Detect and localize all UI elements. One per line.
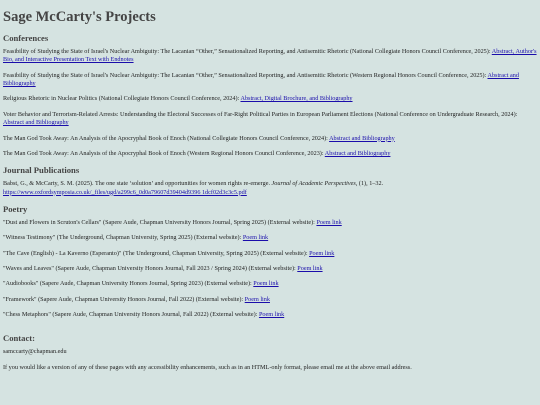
conference-link[interactable]: Abstract and Bibliography bbox=[3, 119, 69, 127]
poem-link[interactable]: Poem link bbox=[253, 280, 279, 288]
conferences-heading: Conferences bbox=[3, 33, 49, 43]
journal-citation bbox=[3, 180, 537, 197]
poem-item bbox=[3, 296, 537, 304]
poem-link[interactable]: Poem link bbox=[297, 265, 323, 273]
journal-heading: Journal Publications bbox=[3, 165, 80, 176]
conference-item bbox=[3, 111, 537, 128]
journal-name: Journal of Academic Perspectives bbox=[271, 180, 356, 188]
poem-text: "The Cave (English) - La Kaverno (Esperanto)" (The Underground, Chapman University, Spring 2025) (External website): bbox=[3, 249, 310, 257]
contact-heading: Contact: bbox=[3, 333, 35, 344]
poetry-list bbox=[3, 219, 537, 320]
conference-item bbox=[3, 48, 537, 65]
poem-item bbox=[3, 311, 537, 319]
poem-item bbox=[3, 250, 537, 258]
conference-text: Voter Behavior and Terrorism-Related Arrests: Understanding the Electoral Successes of Far-Right Political Parties in European Parliament Elections (National Conference on Undergraduate Research, 2024): bbox=[3, 110, 518, 118]
poem-text: "Waves and Leaves" (Sapere Aude, Chapman University Honors Journal, Fall 2023 / Spring 2024) (External website): bbox=[3, 265, 298, 273]
conference-link[interactable]: Abstract and Bibliography bbox=[3, 71, 519, 88]
poem-item bbox=[3, 219, 537, 227]
poem-text: "Witness Testimony" (The Underground, Chapman University, Spring 2025) (External website): bbox=[3, 234, 243, 242]
journal-url-link[interactable]: https://www.oxfordsymposia.co.uk/_files/ugd/a299c6_0d0a79607d39404d9396 1dcf02d3c3c5.pdf bbox=[3, 188, 247, 196]
conference-link[interactable]: Abstract, Digital Brochure, and Bibliography bbox=[240, 95, 353, 103]
conference-item bbox=[3, 135, 537, 143]
citation-issue: , (1), 1–32. bbox=[355, 180, 384, 188]
poem-link[interactable]: Poem link bbox=[258, 311, 285, 319]
conference-text: Feasibility of Studying the State of Israel's Nuclear Ambiguity: The Lacanian “Other,” Sensationalized Reporting, and Antisemitic Rhetoric (Western Regional Honors Council Conference, 2025): bbox=[3, 71, 488, 79]
conference-item bbox=[3, 72, 537, 89]
conference-item bbox=[3, 95, 537, 103]
poem-link[interactable]: Poem link bbox=[242, 234, 269, 242]
poem-item bbox=[3, 265, 537, 273]
poem-text: "Framework" (Sapere Aude, Chapman University Honors Journal, Fall 2022) (External website): bbox=[3, 295, 245, 303]
poem-text: "Dust and Flowers in Scruton's Cellars" (Sapere Aude, Chapman University Honors Journal, Spring 2025) (External website): bbox=[3, 218, 317, 226]
conference-text: The Man God Took Away: An Analysis of the Apocryphal Book of Enoch (Western Regional Honors Council Conference, 2023): bbox=[3, 149, 325, 157]
poem-link[interactable]: Poem link bbox=[316, 218, 342, 226]
poem-item bbox=[3, 234, 537, 242]
poetry-heading: Poetry bbox=[3, 203, 28, 214]
page-title: Sage McCarty's Projects bbox=[3, 9, 156, 25]
accessibility-note: If you would like a version of any of these pages with any accessibility enhancements, such as in an HTML-only format, please email me at the above email address. bbox=[3, 363, 412, 371]
conference-text: The Man God Took Away: An Analysis of the Apocryphal Book of Enoch (National Collegiate Honors Council Conference, 2024): bbox=[3, 134, 330, 142]
conference-text: Feasibility of Studying the State of Israel's Nuclear Ambiguity: The Lacanian “Other,” Sensationalized Reporting, and Antisemitic Rhetoric (National Collegiate Honors Council Conference, 2025): bbox=[3, 48, 492, 55]
poem-item bbox=[3, 280, 537, 288]
poem-text: "Chess Metaphors" (Sapere Aude, Chapman University Honors Journal, Fall 2022) (External website): bbox=[3, 311, 259, 319]
conference-item bbox=[3, 150, 537, 158]
citation-authors: Babst, G., & McCarty, S. M. (2025). The one state ‘solution’ and opportunities for women rights re-emerge. bbox=[3, 180, 272, 188]
contact-email: samccarty@chapman.edu bbox=[3, 348, 67, 356]
poem-link[interactable]: Poem link bbox=[244, 295, 270, 303]
conferences-list bbox=[3, 48, 537, 158]
conference-link[interactable]: Abstract and Bibliography bbox=[324, 149, 391, 157]
conference-text: Religious Rhetoric in Nuclear Politics (National Collegiate Honors Council Conference, 2024): bbox=[3, 95, 241, 103]
poem-link[interactable]: Poem link bbox=[309, 249, 335, 257]
poem-text: "Audiobooks" (Sapere Aude, Chapman University Honors Journal, Spring 2023) (External website): bbox=[3, 280, 254, 288]
conference-link[interactable]: Abstract, Author's Bio, and Interactive Presentation Text with Endnotes bbox=[3, 48, 537, 64]
conference-link[interactable]: Abstract and Bibliography bbox=[329, 134, 395, 142]
